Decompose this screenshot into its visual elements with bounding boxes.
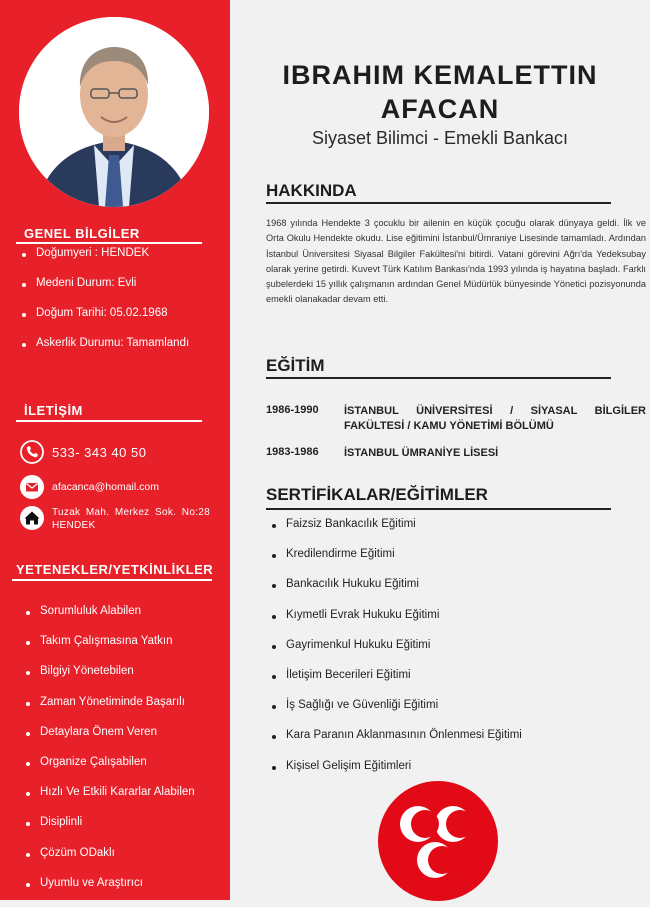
contact-phone (20, 440, 210, 464)
certificate-item: Bankacılık Hukuku Eğitimi (272, 578, 522, 608)
skill-item: Zaman Yönetiminde Başarılı (26, 696, 195, 726)
about-text: 1968 yılında Hendekte 3 çocuklu bir ailenin en küçük çocuğu olarak dünyaya geldi. İlk ve Orta Okulu Hendekte okudu. Lise eğitimini İstanbul/Ümraniye Lisesinde tamamladı. Ardından İstanbul Üniversitesi Siyasal Bilgiler Fakültesi'ni bitirdi. Vatani görevini Ağrı'da Yedeksubay olarak yerine getirdi. Kuvevt Türk Katılım Bankası'nda 1993 yılında iş hayatına başladı. Farklı şubelerdeki 15 yıllık çalışmanın ardından Genel Müdürlük bünyesinde Yönetici pozisyonunda emekli olanakadar devam etti. (266, 218, 646, 305)
education-school: İSTANBUL ÜNİVERSİTESİ / SİYASAL BİLGİLER FAKÜLTESİ / KAMU YÖNETİMİ BÖLÜMÜ (344, 405, 646, 432)
phone-number[interactable]: 533- 343 40 50 (52, 444, 147, 460)
education-school: İSTANBUL ÜMRANİYE LİSESİ (344, 447, 499, 459)
education-heading: EĞİTİM (266, 356, 325, 375)
mail-icon (20, 475, 44, 499)
name-line-1: IBRAHIM KEMALETTIN (282, 60, 598, 90)
certificate-item: Kara Paranın Aklanmasının Önlenmesi Eğitimi (272, 729, 522, 759)
general-info-list (22, 247, 189, 367)
certificate-item: Kıymetli Evrak Hukuku Eğitimi (272, 609, 522, 639)
certificate-item: İş Sağlığı ve Güvenliği Eğitimi (272, 699, 522, 729)
phone-icon (20, 440, 44, 464)
certificates-list (272, 518, 522, 790)
about-divider (266, 202, 611, 204)
contact-divider (16, 420, 202, 422)
party-logo (378, 781, 498, 901)
education-years: 1983-1986 (266, 446, 319, 458)
about-heading: HAKKINDA (266, 181, 357, 200)
certificate-item: İletişim Becerileri Eğitimi (272, 669, 522, 699)
address-text: Tuzak Mah. Merkez Sok. No:28 HENDEK (52, 507, 210, 531)
person-name (230, 58, 650, 126)
skills-divider (12, 579, 212, 581)
certificates-heading: SERTİFİKALAR/EĞİTİMLER (266, 485, 488, 504)
general-info-item: Medeni Durum: Evli (22, 277, 189, 307)
certificates-divider (266, 508, 611, 510)
certificate-item: Gayrimenkul Hukuku Eğitimi (272, 639, 522, 669)
certificate-item: Kredilendirme Eğitimi (272, 548, 522, 578)
skills-list (26, 605, 195, 907)
education-item (266, 404, 646, 434)
skill-item: Sorumluluk Alabilen (26, 605, 195, 635)
education-divider (266, 377, 611, 379)
general-info-divider (16, 242, 202, 244)
skill-item: Organize Çalışabilen (26, 756, 195, 786)
email-address[interactable]: afacanca@homail.com (52, 481, 159, 493)
skills-heading: YETENEKLER/YETKİNLİKLER (16, 562, 214, 577)
education-years: 1986-1990 (266, 404, 319, 416)
general-info-heading: GENEL BİLGİLER (24, 226, 140, 241)
skill-item: Disiplinli (26, 816, 195, 846)
contact-address (20, 506, 210, 532)
name-line-2: AFACAN (380, 94, 500, 124)
general-info-item: Askerlik Durumu: Tamamlandı (22, 337, 189, 367)
general-info-item: Doğum Tarihi: 05.02.1968 (22, 307, 189, 337)
skill-item: Hızlı Ve Etkili Kararlar Alabilen (26, 786, 195, 816)
contact-email (20, 475, 210, 499)
sidebar (0, 0, 230, 900)
certificate-item: Faizsiz Bankacılık Eğitimi (272, 518, 522, 548)
home-icon (20, 506, 44, 530)
education-item (266, 446, 646, 461)
contact-heading: İLETİŞİM (24, 403, 83, 418)
main-content (230, 0, 650, 900)
skill-item: Bilgiyi Yönetebilen (26, 665, 195, 695)
profile-photo (19, 17, 209, 207)
skill-item: Takım Çalışmasına Yatkın (26, 635, 195, 665)
skill-item: Detaylara Önem Veren (26, 726, 195, 756)
person-title: Siyaset Bilimci - Emekli Bankacı (311, 128, 569, 148)
general-info-item: Doğumyeri : HENDEK (22, 247, 189, 277)
skill-item: Çözüm ODaklı (26, 847, 195, 877)
certificate-item: Kişisel Gelişim Eğitimleri (272, 760, 522, 790)
skill-item: Uyumlu ve Araştırıcı (26, 877, 195, 907)
